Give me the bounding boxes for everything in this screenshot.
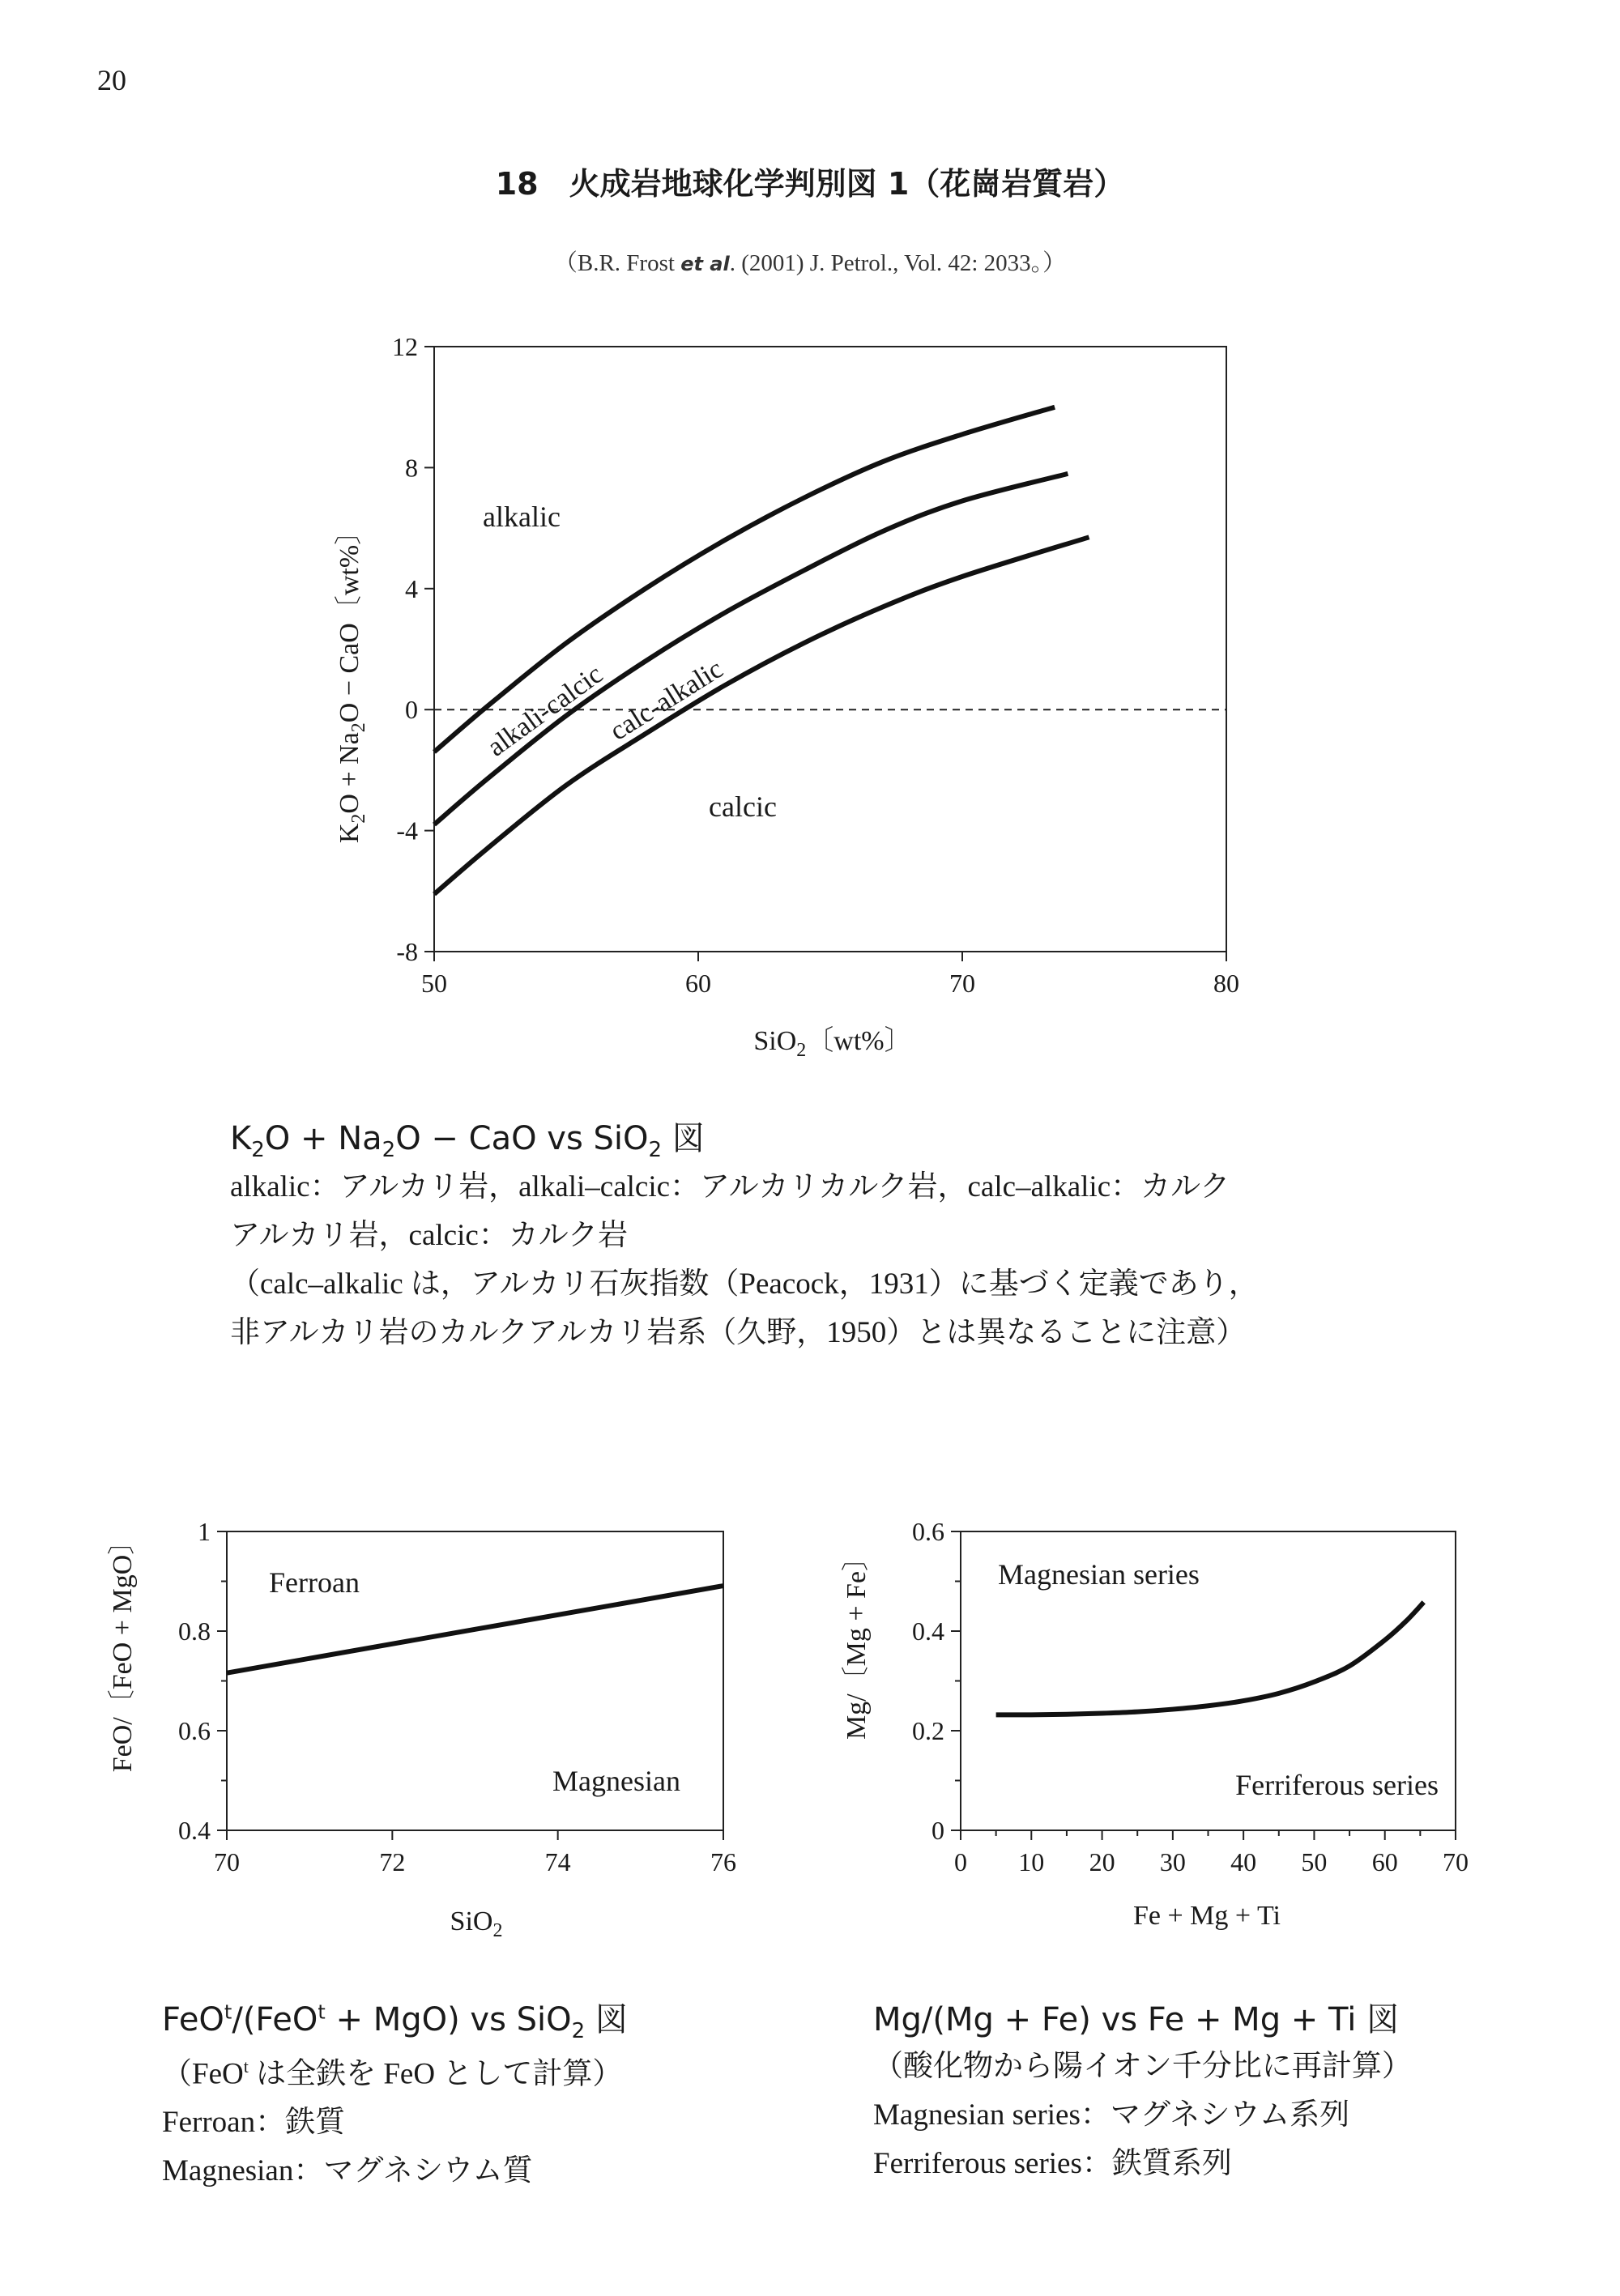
c1h-c: O − CaO vs SiO [395,1120,649,1157]
chart3-ylabel: Mg/〔Mg + Fe〕 [842,1543,872,1740]
y-tick-label: 0.8 [178,1617,211,1646]
caption1-line: （calc–alkalic は，アルカリ石灰指数（Peacock，1931）に基づく定義であり， [230,1267,1259,1301]
x-tick-label: 74 [544,1847,571,1876]
region-label: Ferroan [269,1566,360,1599]
x-tick-label: 60 [1371,1847,1398,1876]
caption1-line: 非アルカリ岩のカルクアルカリ岩系（久野，1950）とは異なることに注意） [230,1316,1247,1349]
c1h-sub1: 2 [251,1138,265,1162]
caption2-line: Ferroan：鉄質 [162,2106,346,2140]
label-part: 2 [348,722,369,733]
y-tick-label: 0.6 [178,1716,211,1745]
x-tick-label: 70 [1443,1847,1469,1876]
citation-post: . (2001) J. Petrol., Vol. 42: 2033。） [729,250,1067,276]
series-line-0 [996,1602,1424,1715]
caption1-heading [230,1113,705,1162]
label-part: O + Na [335,732,364,814]
caption2-heading [162,1994,628,2043]
y-tick-label: 4 [405,573,418,603]
region-label: calcic [709,790,777,823]
x-tick-label: 50 [1301,1847,1328,1876]
y-tick-label: 0.6 [912,1517,944,1546]
y-tick-label: 0 [932,1816,944,1845]
c2h-sup1: t [224,2000,232,2024]
region-label: Ferriferous series [1235,1769,1439,1801]
label-part: 2 [492,1920,503,1941]
y-tick-label: 0 [405,695,418,725]
region-label: alkalic [483,501,561,533]
c2h-c: + MgO) vs SiO [325,2001,572,2038]
caption1-line: alkalic：アルカリ岩，alkali–calcic：アルカリカルク岩，calc–alkalic：カルク [230,1170,1230,1203]
chart2-ylabel: FeO/〔FeO + MgO〕 [108,1527,138,1773]
y-tick-label: 12 [392,332,418,361]
x-tick-label: 80 [1213,969,1239,998]
caption3-heading: Mg/(Mg + Fe) vs Fe + Mg + Ti 図 [873,2001,1400,2038]
label-part: 2 [348,813,369,824]
label-part: SiO [753,1026,797,1056]
chart3-xlabel: Fe + Mg + Ti [1133,1901,1281,1931]
x-tick-label: 70 [949,969,975,998]
x-tick-label: 60 [685,969,711,998]
y-tick-label: 0.4 [178,1816,211,1845]
region-label: calc-alkalic [604,654,729,747]
c2h-d: 図 [585,2001,628,2038]
x-tick-label: 40 [1230,1847,1257,1876]
x-tick-label: 0 [954,1847,967,1876]
c2-note-sup: t [243,2056,249,2077]
x-tick-label: 76 [710,1847,736,1876]
y-tick-label: 1 [198,1517,211,1546]
citation-pre: （B.R. Frost [553,250,681,276]
caption1-line: アルカリ岩，calcic：カルク岩 [230,1219,629,1252]
caption2-line: Magnesian：マグネシウム質 [162,2154,533,2188]
y-tick-label: 8 [405,453,418,483]
c2h-sup2: t [318,2000,326,2024]
caption1-body [230,1163,1396,1357]
c2h-sub: 2 [571,2019,586,2043]
c1h-b: O + Na [264,1120,382,1157]
region-label: alkali-calcic [481,658,609,763]
c1h-sub3: 2 [648,1138,663,1162]
c2h-b: /(FeO [232,2001,318,2038]
c1h-sub2: 2 [382,1138,396,1162]
region-label: Magnesian series [998,1558,1200,1591]
y-tick-label: 0.4 [912,1617,944,1646]
c2h-a: FeO [162,2001,224,2038]
page-number: 20 [97,64,126,96]
x-tick-label: 72 [379,1847,406,1876]
x-tick-label: 30 [1159,1847,1186,1876]
y-tick-label: 0.2 [912,1716,944,1745]
label-part: O − CaO〔wt%〕 [335,517,364,723]
caption2-body [162,2043,622,2196]
x-tick-label: 70 [214,1847,240,1876]
x-tick-label: 50 [421,969,447,998]
caption2-note [162,2043,622,2098]
citation-etal: et al [680,253,730,275]
caption3-line: Magnesian series：マグネシウム系列 [873,2098,1350,2132]
caption3-line: （酸化物から陽イオン千分比に再計算） [873,2050,1412,2083]
label-part: 2 [796,1040,807,1061]
label-part: K [335,823,364,844]
x-tick-label: 20 [1089,1847,1115,1876]
c1h-d: 図 [662,1120,705,1157]
x-tick-label: 10 [1018,1847,1045,1876]
caption3-body [873,2043,1412,2188]
c2-note-b: は全鉄を FeO として計算） [248,2057,623,2091]
c2-note-a: （FeO [162,2057,244,2091]
region-label: Magnesian [552,1765,680,1797]
y-tick-label: -8 [396,937,418,966]
page-title: 18 火成岩地球化学判別図 1（花崗岩質岩） [495,166,1125,202]
label-part: 〔wt%〕 [806,1026,912,1056]
caption3-line: Ferriferous series：鉄質系列 [873,2147,1232,2180]
c1h-a: K [230,1120,252,1157]
y-tick-label: -4 [396,816,418,846]
label-part: SiO [450,1906,493,1936]
